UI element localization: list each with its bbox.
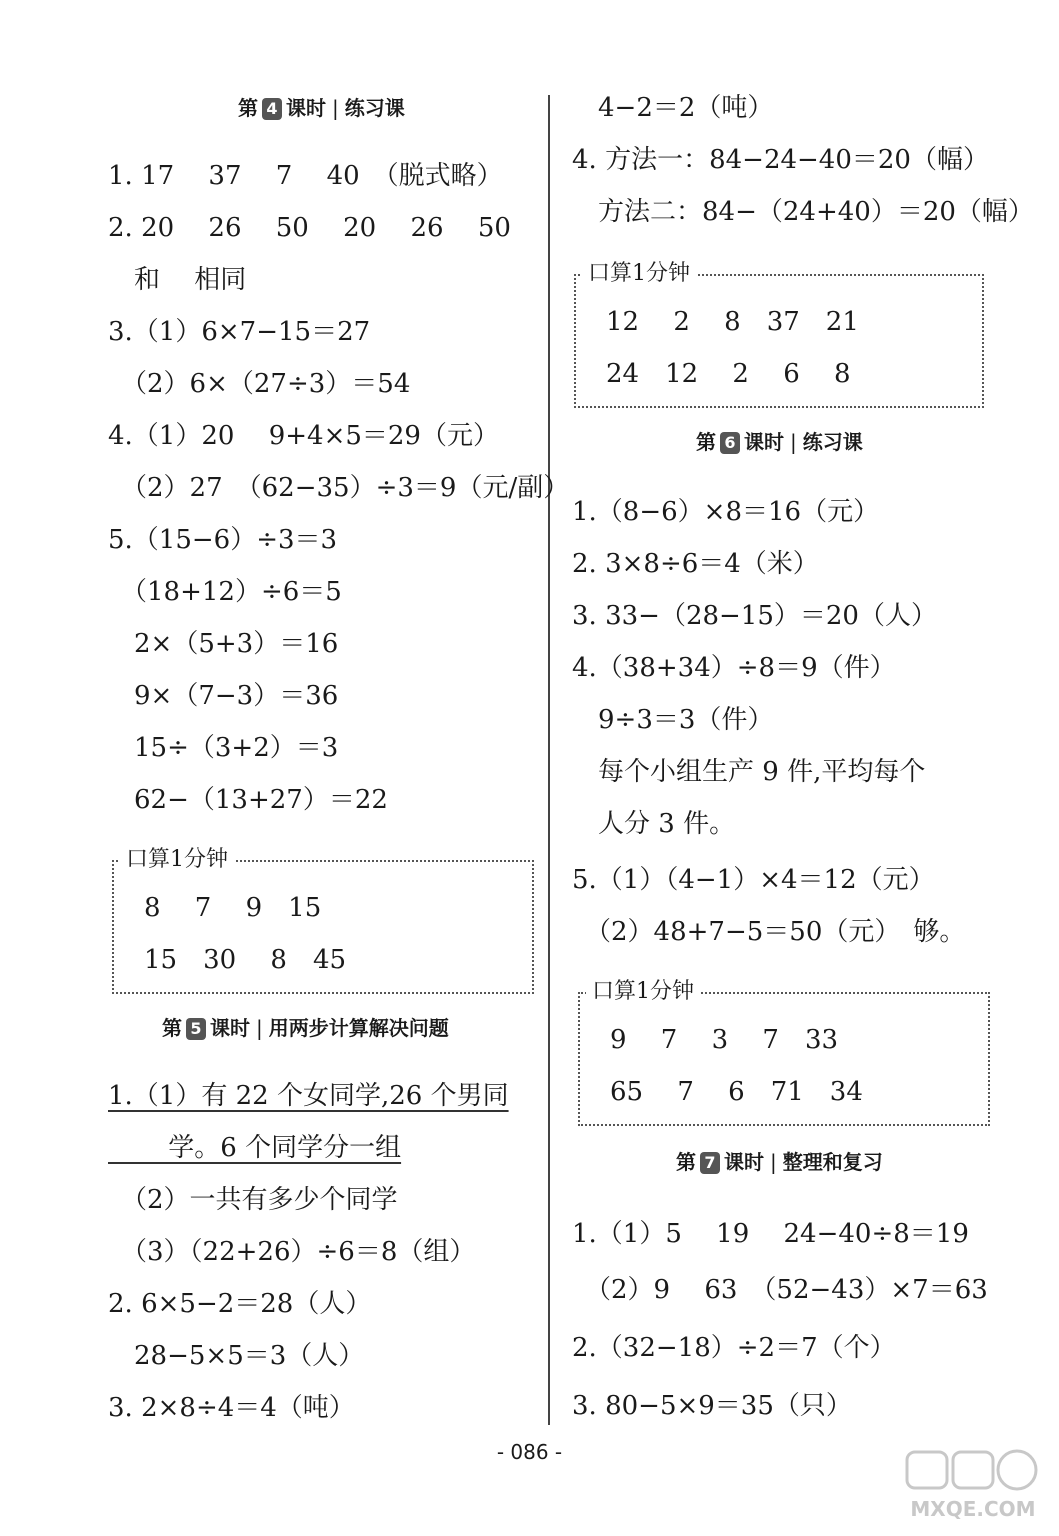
- answer-line: 3. 80−5×9＝35（只）: [572, 1391, 852, 1421]
- answer-line: 2.（32−18）÷2＝7（个）: [572, 1333, 896, 1363]
- oral-calc-row: 65 7 6 71 34: [610, 1077, 863, 1107]
- answer-line: 方法二：84−（24+40）＝20（幅）: [572, 197, 1034, 227]
- answer-line: （2）27 （62−35）÷3＝9（元/副）: [108, 473, 570, 503]
- heading-topic: 整理和复习: [782, 1150, 883, 1174]
- answer-line: （2）48+7−5＝50（元） 够。: [572, 917, 966, 947]
- answer-line: 4−2＝2（吨）: [572, 93, 774, 123]
- heading-suffix: 课时: [210, 1016, 250, 1040]
- answer-line: 2×（5+3）＝16: [108, 629, 339, 659]
- column-divider: [548, 95, 550, 1425]
- oral-calc-row: 12 2 8 37 21: [606, 307, 859, 337]
- answer-line: 1.（8−6）×8＝16（元）: [572, 497, 880, 527]
- answer-line: 2. 6×5−2＝28（人）: [108, 1289, 372, 1319]
- answer-line: （18+12）÷6＝5: [108, 577, 342, 607]
- heading-topic: 练习课: [802, 430, 863, 454]
- answer-line: 28−5×5＝3（人）: [108, 1341, 365, 1371]
- answer-line: 2. 20 26 50 20 26 50: [108, 213, 511, 243]
- heading-separator: |: [332, 96, 339, 120]
- oral-calc-row: 24 12 2 6 8: [606, 359, 851, 389]
- answer-line: 9×（7−3）＝36: [108, 681, 339, 711]
- answer-line: 62−（13+27）＝22: [108, 785, 388, 815]
- oral-calc-box: [574, 261, 984, 408]
- heading-prefix: 第: [676, 1150, 696, 1174]
- answer-line: 1.（1）5 19 24−40÷8＝19: [572, 1219, 969, 1249]
- answer-line: 1.（1）有 22 个女同学,26 个男同: [108, 1081, 509, 1111]
- heading-topic: 练习课: [344, 96, 405, 120]
- oral-calc-box: [112, 847, 534, 994]
- heading-prefix: 第: [238, 96, 258, 120]
- lesson-5-heading: [162, 1014, 449, 1042]
- answer-line: 3.（1）6×7−15＝27: [108, 317, 371, 347]
- oral-calc-title: 口算1分钟: [586, 978, 700, 1006]
- answer-line: 4.（1）20 9+4×5＝29（元）: [108, 421, 499, 451]
- answer-line: 5.（15−6）÷3＝3: [108, 525, 338, 555]
- heading-suffix: 课时: [286, 96, 326, 120]
- answer-line: 3. 33−（28−15）＝20（人）: [572, 601, 937, 631]
- heading-separator: |: [770, 1150, 777, 1174]
- answer-line: 1. 17 37 7 40 （脱式略）: [108, 161, 503, 191]
- watermark-logo: [903, 1446, 1043, 1526]
- answer-line: （2）9 63 （52−43）×7＝63: [572, 1275, 988, 1305]
- lesson-number-badge: 7: [700, 1152, 720, 1174]
- lesson-4-heading: [238, 94, 405, 122]
- lesson-number-badge: 4: [262, 98, 282, 120]
- oral-calc-row: 15 30 8 45: [144, 945, 347, 975]
- answer-line: （2）一共有多少个同学: [108, 1185, 398, 1215]
- answer-line: 3. 2×8÷4＝4（吨）: [108, 1393, 355, 1423]
- heading-prefix: 第: [696, 430, 716, 454]
- page-number: - 086 -: [496, 1440, 563, 1464]
- answer-line: 2. 3×8÷6＝4（米）: [572, 549, 819, 579]
- heading-suffix: 课时: [724, 1150, 764, 1174]
- answer-line: （3）（22+26）÷6＝8（组）: [108, 1237, 476, 1267]
- oral-calc-box: [578, 979, 990, 1126]
- heading-suffix: 课时: [744, 430, 784, 454]
- answer-line: 4.（38+34）÷8＝9（件）: [572, 653, 896, 683]
- lesson-number-badge: 6: [720, 432, 740, 454]
- answer-line: 15÷（3+2）＝3: [108, 733, 339, 763]
- answer-line: 学。6 个同学分一组: [108, 1133, 402, 1163]
- heading-topic: 用两步计算解决问题: [268, 1016, 449, 1040]
- answer-line: 人分 3 件。: [572, 809, 736, 839]
- heading-separator: |: [790, 430, 797, 454]
- lesson-number-badge: 5: [186, 1018, 206, 1040]
- answer-line: 每个小组生产 9 件,平均每个: [572, 757, 926, 787]
- lesson-7-heading: [676, 1148, 883, 1176]
- heading-separator: |: [256, 1016, 263, 1040]
- answer-line: （2）6×（27÷3）＝54: [108, 369, 411, 399]
- lesson-6-heading: [696, 428, 863, 456]
- answer-line: 9÷3＝3（件）: [572, 705, 774, 735]
- oral-calc-title: 口算1分钟: [582, 260, 696, 288]
- answer-line: 5.（1）（4−1）×4＝12（元）: [572, 865, 935, 895]
- heading-prefix: 第: [162, 1016, 182, 1040]
- oral-calc-row: 9 7 3 7 33: [610, 1025, 839, 1055]
- watermark-site: MXQE.COM: [910, 1497, 1036, 1521]
- answer-line: 4. 方法一：84−24−40＝20（幅）: [572, 145, 989, 175]
- oral-calc-title: 口算1分钟: [120, 846, 234, 874]
- oral-calc-row: 8 7 9 15: [144, 893, 322, 923]
- answer-line: 和 相同: [108, 265, 247, 295]
